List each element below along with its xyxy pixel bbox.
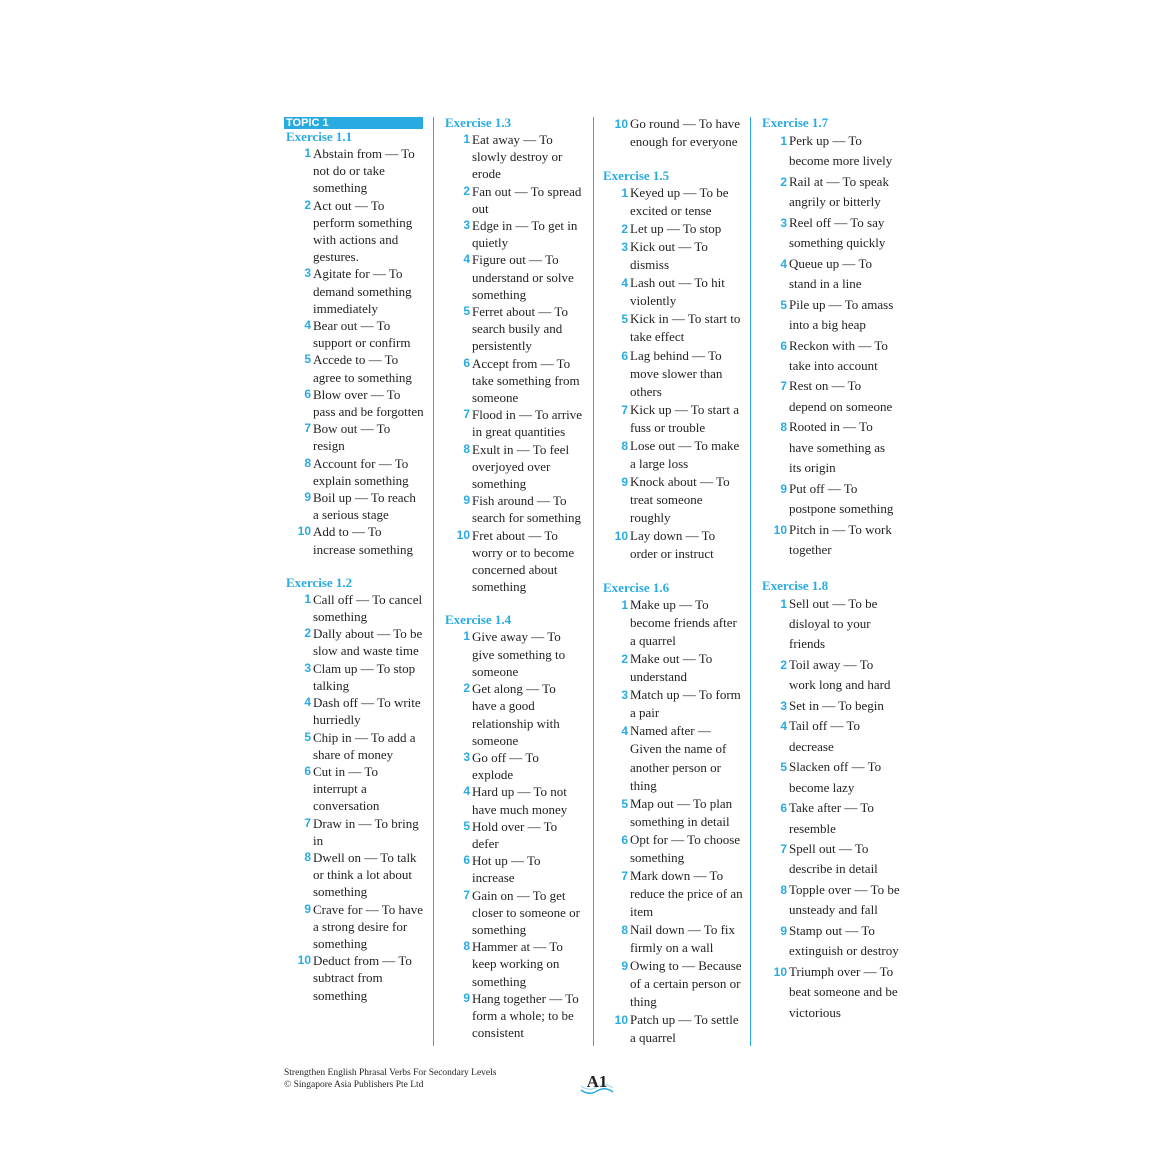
list-item [284,952,424,1004]
column-1 [284,115,424,1004]
item-number: 8 [621,438,628,453]
item-text: Dash off — To write hurriedly [313,695,421,728]
list-item [760,962,900,1023]
item-text: Tail off — To decrease [789,718,860,754]
list-item [601,401,743,437]
item-number: 9 [621,474,628,489]
item-text: Hang together — To form a whole; to be consistent [472,990,579,1041]
item-text: Kick out — To dismiss [630,239,708,273]
item-number: 10 [614,528,628,543]
item-number: 9 [621,959,628,974]
item-number: 9 [304,490,311,505]
item-text: Chip in — To add a share of money [313,729,416,762]
list-item [601,274,743,310]
list-item [760,295,900,336]
item-number: 2 [304,197,311,212]
item-text: Slacken off — To become lazy [789,759,882,795]
item-text: Owing to — Because of a certain person or thing [630,958,742,1010]
item-number: 7 [463,407,470,422]
item-text: Match up — To form a pair [630,687,741,721]
item-text: Lay down — To order or instruct [630,527,716,562]
item-text: Blow over — To pass and be forgotten [313,386,424,420]
list-item [601,650,743,686]
item-text: Hammer at — To keep working on something [472,939,563,989]
item-number: 2 [780,174,787,189]
item-number: 7 [621,868,628,883]
item-number: 7 [304,815,311,830]
item-text: Reckon with — To take into account [789,337,888,373]
list-item [443,680,583,749]
list-item [760,376,900,417]
answer-list [284,591,424,1004]
list-item [443,217,583,251]
book-title: Strengthen English Phrasal Verbs For Secondary Levels [284,1068,497,1078]
item-number: 5 [621,796,628,811]
item-number: 8 [780,420,787,435]
list-item [601,686,743,722]
list-item [443,628,583,680]
list-item [443,990,583,1042]
exercise-title: Exercise 1.4 [445,612,512,628]
item-text: Keyed up — To be excited or tense [630,185,729,219]
item-number: 10 [614,1013,628,1028]
item-text: Eat away — To slowly destroy or erode [472,132,563,182]
item-text: Clam up — To stop talking [313,660,416,693]
list-item [601,1011,743,1047]
item-number: 5 [304,352,311,367]
list-item [284,694,424,728]
item-number: 1 [463,629,470,644]
item-text: Kick in — To start to take effect [630,311,741,345]
column-4 [760,115,900,1023]
item-number: 7 [780,379,787,394]
item-text: Stamp out — To extinguish or destroy [789,922,899,959]
item-text: Gain on — To get closer to someone or something [472,887,580,937]
item-text: Perk up — To become more lively [789,133,893,169]
item-number: 3 [780,215,787,230]
list-item [284,197,424,266]
item-number: 7 [780,841,787,856]
item-number: 6 [621,348,628,363]
item-text: Ferret about — To search busily and persistently [472,304,568,354]
exercise-title: Exercise 1.6 [603,580,670,596]
item-number: 8 [304,849,311,864]
list-item [601,722,743,794]
list-item [601,921,743,957]
footer [284,1068,496,1091]
list-item [760,798,900,839]
item-text: Accept from — To take something from someone [472,355,580,406]
item-number: 2 [621,652,628,667]
list-item [760,336,900,377]
item-number: 5 [463,818,470,833]
item-number: 10 [773,964,787,979]
item-number: 6 [621,832,628,847]
list-item [601,115,743,151]
item-number: 10 [456,527,470,542]
item-text: Agitate for — To demand something immediately [313,266,412,316]
list-item [601,473,743,527]
list-item [760,757,900,798]
item-text: Knock about — To treat someone roughly [630,473,730,525]
list-item [760,254,900,295]
answer-list [601,596,743,1047]
list-item [601,867,743,921]
item-text: Call off — To cancel something [313,591,423,625]
list-item [760,716,900,757]
item-text: Make up — To become friends after a quarrel [630,597,737,649]
list-item [284,420,424,454]
item-number: 5 [621,312,628,327]
item-number: 1 [780,134,787,148]
list-item [601,347,743,401]
item-text: Sell out — To be disloyal to your friends [789,595,878,652]
item-text: Cut in — To interrupt a conversation [313,763,380,814]
item-number: 10 [297,953,311,968]
item-number: 4 [780,719,787,734]
list-item [443,406,583,440]
item-text: Go round — To have enough for everyone [630,116,741,150]
list-item [443,749,583,783]
list-item [760,213,900,254]
answer-list [601,115,743,151]
list-item [443,251,583,303]
item-number: 1 [304,146,311,160]
list-item [284,660,424,694]
item-text: Patch up — To settle a quarrel [630,1012,739,1046]
list-item [760,921,900,962]
list-item [443,303,583,355]
list-item [443,492,583,526]
list-item [601,831,743,867]
item-number: 6 [463,853,470,868]
item-text: Bow out — To resign [313,421,391,454]
item-number: 3 [463,218,470,233]
copyright: © Singapore Asia Publishers Pte Ltd [284,1079,424,1090]
list-item [284,386,424,420]
item-text: Go off — To explode [472,749,539,783]
item-text: Fan out — To spread out [472,183,582,216]
column-divider-1 [433,117,434,1046]
answer-list [443,131,583,595]
item-number: 4 [463,252,470,267]
answer-list [760,594,900,1024]
item-number: 2 [304,626,311,641]
exercise-title: Exercise 1.3 [445,115,512,130]
item-number: 9 [463,493,470,508]
list-item [601,238,743,274]
list-item [601,957,743,1011]
item-number: 5 [780,760,787,775]
column-3 [601,115,743,1047]
item-number: 1 [463,132,470,146]
item-text: Fret about — To worry or to become concerned about something [472,527,575,595]
list-item [760,696,900,716]
item-text: Kick up — To start a fuss or trouble [630,401,739,435]
item-number: 8 [304,455,311,470]
column-divider-3 [750,117,751,1046]
column-2 [443,115,583,1041]
list-item [601,527,743,563]
item-text: Figure out — To understand or solve something [472,252,574,302]
item-number: 3 [621,688,628,703]
item-number: 3 [304,266,311,281]
list-item [443,183,583,217]
item-text: Named after — Given the name of another person or thing [630,723,727,793]
item-text: Abstain from — To not do or take something [313,146,415,196]
item-text: Dally about — To be slow and waste time [313,626,423,659]
list-item [284,455,424,489]
item-text: Flood in — To arrive in great quantities [472,407,583,440]
list-item [760,479,900,520]
item-text: Lose out — To make a large loss [630,437,740,471]
item-text: Edge in — To get in quietly [472,218,578,251]
item-text: Set in — To begin [789,697,884,713]
list-item [760,594,900,655]
list-item [284,591,424,625]
item-number: 5 [304,729,311,744]
item-number: 3 [621,240,628,255]
list-item [760,880,900,921]
item-text: Nail down — To fix firmly on a wall [630,921,736,955]
exercise-title: Exercise 1.7 [762,115,829,130]
list-item [443,441,583,493]
item-number: 10 [614,117,628,131]
item-number: 5 [780,297,787,312]
item-number: 6 [780,338,787,353]
page-number: A1 [586,1072,608,1091]
item-text: Put off — To postpone something [789,480,894,517]
list-item [760,131,900,172]
list-item [284,489,424,523]
list-item [284,763,424,815]
item-number: 8 [463,441,470,456]
item-number: 8 [621,922,628,937]
item-number: 4 [621,276,628,291]
item-text: Reel off — To say something quickly [789,214,886,251]
item-number: 2 [463,183,470,198]
list-item [760,655,900,696]
list-item [601,596,743,650]
list-item [443,527,583,596]
item-number: 3 [780,698,787,713]
item-text: Queue up — To stand in a line [789,255,872,292]
item-text: Act out — To perform something with actions and gestures. [313,197,413,265]
item-text: Pile up — To amass into a big heap [789,296,894,333]
item-number: 4 [780,256,787,271]
item-text: Make out — To understand [630,651,713,685]
item-text: Lag behind — To move slower than others [630,347,723,399]
list-item [284,729,424,763]
list-item [443,131,583,183]
item-number: 9 [780,923,787,938]
item-number: 3 [304,660,311,675]
item-text: Give away — To give something to someone [472,629,566,679]
list-item [443,355,583,407]
list-item [601,220,743,238]
item-number: 9 [780,481,787,496]
list-item [601,795,743,831]
item-number: 8 [463,939,470,954]
item-text: Topple over — To be unsteady and fall [789,881,900,918]
item-text: Toil away — To work long and hard [789,656,891,693]
item-text: Deduct from — To subtract from something [313,953,412,1003]
item-number: 6 [304,763,311,778]
answer-list [284,145,424,558]
list-item [601,184,743,220]
item-text: Exult in — To feel overjoyed over something [472,441,570,492]
answer-list [601,184,743,563]
item-text: Accede to — To agree to something [313,352,412,385]
list-item [284,265,424,317]
item-number: 4 [304,695,311,710]
list-item [284,815,424,849]
list-item [443,887,583,939]
item-text: Let up — To stop [630,221,722,237]
item-number: 10 [297,524,311,539]
item-number: 2 [463,681,470,696]
list-item [284,317,424,351]
item-text: Mark down — To reduce the price of an item [630,867,743,919]
item-text: Rest on — To depend on someone [789,378,893,414]
list-item [284,351,424,385]
page-number-badge [577,1070,617,1096]
item-number: 7 [463,887,470,902]
item-number: 4 [304,318,311,333]
exercise-title: Exercise 1.1 [286,129,353,144]
item-text: Boil up — To reach a serious stage [313,490,416,523]
item-number: 3 [463,749,470,764]
item-text: Bear out — To support or confirm [313,318,411,351]
list-item [284,849,424,901]
item-text: Take after — To resemble [789,800,874,836]
item-text: Add to — To increase something [313,524,413,557]
answer-list [760,131,900,561]
item-text: Lash out — To hit violently [630,275,725,309]
list-item [760,417,900,478]
item-number: 8 [780,882,787,897]
column-divider-2 [593,117,594,1046]
item-text: Account for — To explain something [313,455,409,488]
item-text: Get along — To have a good relationship with someone [472,681,560,748]
item-text: Pitch in — To work together [789,521,892,558]
list-item [443,938,583,990]
item-number: 6 [780,801,787,816]
item-number: 10 [773,522,787,537]
item-number: 7 [304,421,311,436]
item-number: 9 [304,901,311,916]
item-number: 2 [780,657,787,672]
exercise-title: Exercise 1.8 [762,577,829,593]
item-text: Triumph over — To beat someone and be victorious [789,963,898,1020]
item-number: 9 [463,990,470,1005]
list-item [601,310,743,346]
item-number: 4 [621,724,628,739]
item-text: Crave for — To have a strong desire for something [313,901,424,951]
item-number: 1 [621,598,628,613]
item-number: 6 [463,355,470,370]
item-number: 7 [621,402,628,417]
item-number: 1 [304,591,311,606]
item-number: 1 [621,186,628,201]
item-number: 6 [304,386,311,401]
topic-label: TOPIC 1 [284,117,423,129]
list-item [443,783,583,817]
item-text: Opt for — To choose something [630,831,741,865]
item-number: 4 [463,784,470,799]
list-item [284,523,424,557]
item-text: Rooted in — To have something as its origin [789,419,886,476]
exercise-title: Exercise 1.5 [603,168,670,184]
item-text: Dwell on — To talk or think a lot about something [313,849,417,900]
list-item [601,437,743,473]
list-item [760,172,900,213]
list-item [443,818,583,852]
answer-list [443,628,583,1041]
item-text: Hard up — To not have much money [472,784,568,817]
item-text: Map out — To plan something in detail [630,795,733,829]
item-number: 2 [621,222,628,237]
list-item [284,145,424,197]
list-item [760,839,900,880]
item-text: Hot up — To increase [472,853,541,886]
list-item [443,852,583,886]
item-text: Fish around — To search for something [472,493,582,526]
list-item [284,901,424,953]
item-text: Hold over — To defer [472,818,558,851]
list-item [284,625,424,659]
list-item [760,520,900,561]
item-number: 1 [780,596,787,611]
exercise-title: Exercise 1.2 [286,574,353,590]
item-text: Draw in — To bring in [313,815,419,848]
item-text: Spell out — To describe in detail [789,840,878,877]
item-number: 5 [463,304,470,319]
item-text: Rail at — To speak angrily or bitterly [789,173,889,210]
